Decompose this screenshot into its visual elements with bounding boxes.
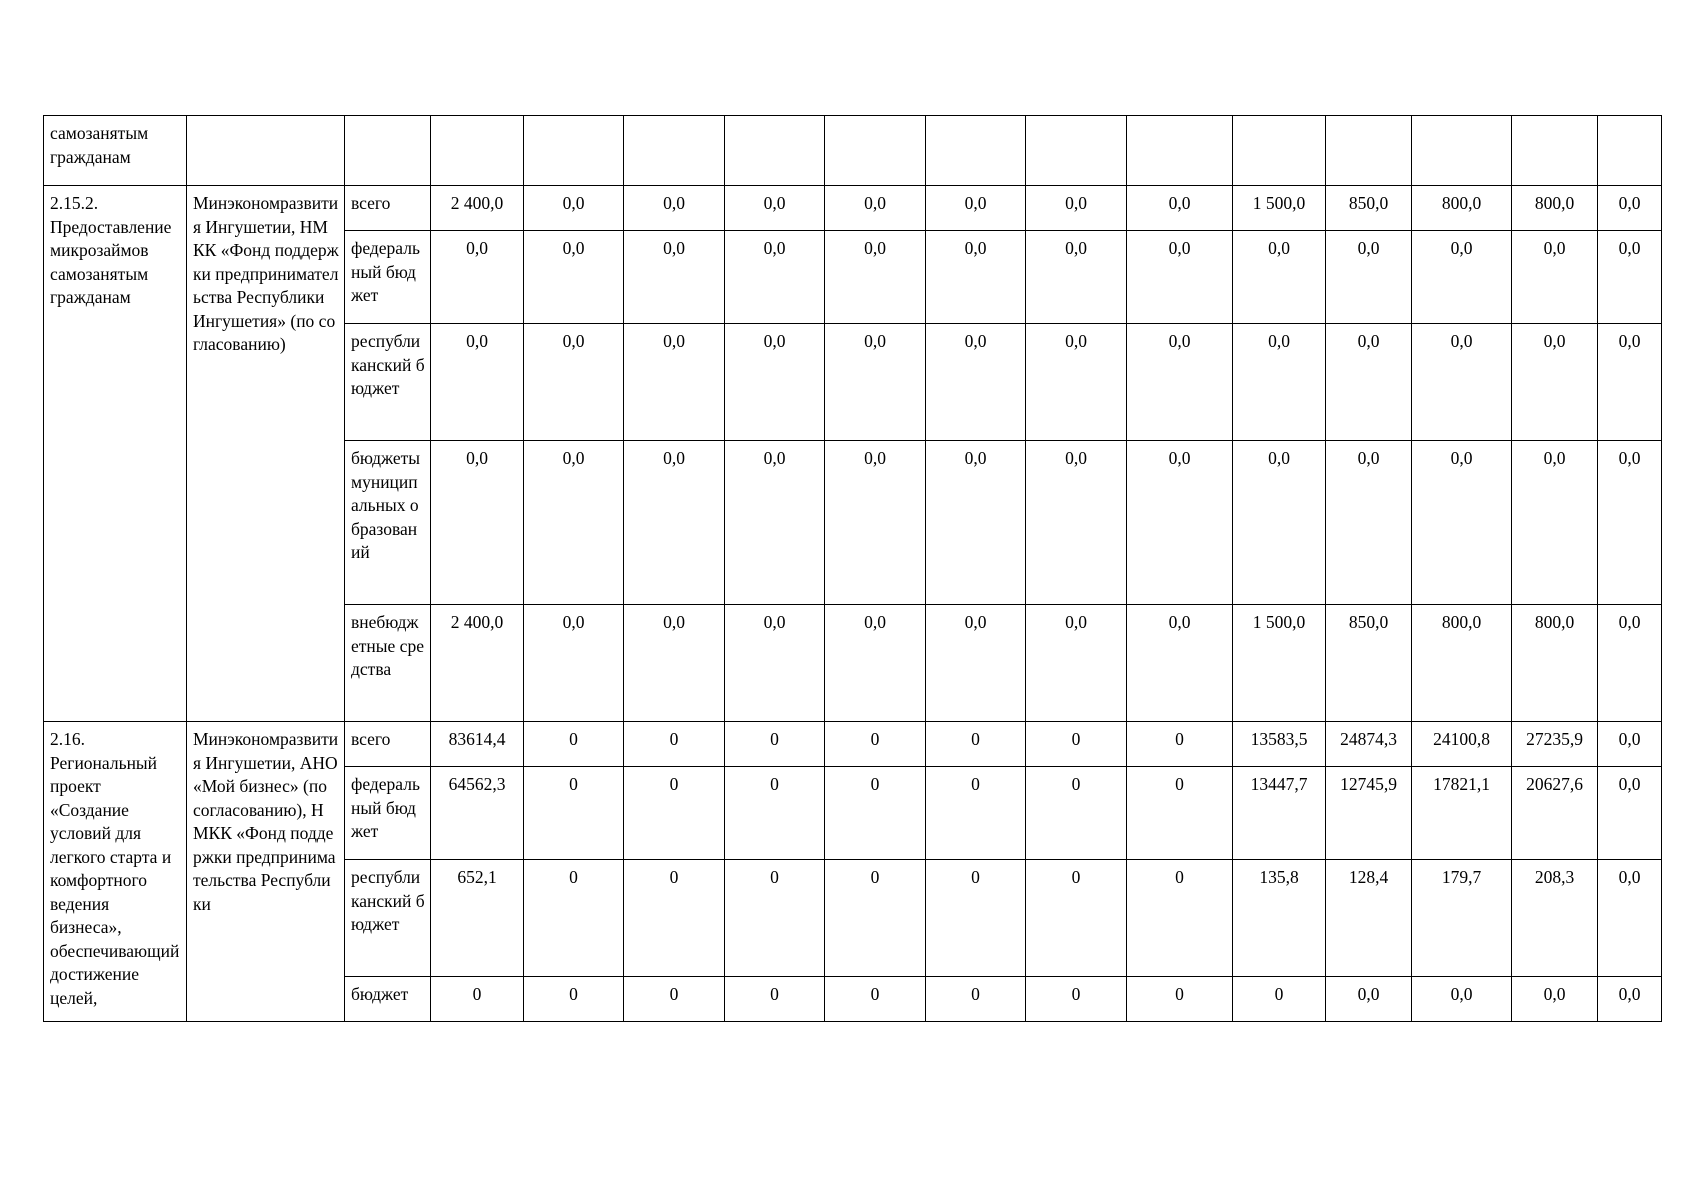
amount-cell: 12745,9: [1326, 767, 1412, 860]
program-name-cell: 2.16. Региональный проект «Создание условий для легкого старта и комфортного ведения бизнеса», обеспечивающий достижение целей,: [44, 722, 187, 1022]
amount-cell: 0: [926, 860, 1026, 977]
amount-cell: 0,0: [825, 186, 926, 231]
amount-cell: 850,0: [1326, 605, 1412, 722]
table-row: [44, 116, 1662, 186]
amount-cell: 0,0: [431, 231, 524, 324]
amount-cell: 0,0: [1026, 231, 1127, 324]
amount-cell: 0,0: [1598, 605, 1662, 722]
amount-cell: 0,0: [725, 324, 825, 441]
amount-cell: [1598, 116, 1662, 186]
amount-cell: 0,0: [1598, 441, 1662, 605]
amount-cell: [1412, 116, 1512, 186]
table-body: [44, 116, 1662, 1022]
amount-cell: 0,0: [1127, 605, 1233, 722]
amount-cell: 0: [926, 767, 1026, 860]
amount-cell: 0,0: [1127, 324, 1233, 441]
amount-cell: 0,0: [1412, 231, 1512, 324]
amount-cell: 128,4: [1326, 860, 1412, 977]
amount-cell: 0,0: [1598, 767, 1662, 860]
amount-cell: 135,8: [1233, 860, 1326, 977]
amount-cell: 0,0: [1598, 186, 1662, 231]
amount-cell: [926, 116, 1026, 186]
amount-cell: 0,0: [1233, 324, 1326, 441]
amount-cell: 0: [1026, 722, 1127, 767]
amount-cell: [1512, 116, 1598, 186]
amount-cell: 0: [1127, 860, 1233, 977]
amount-cell: 0,0: [624, 186, 725, 231]
amount-cell: [1326, 116, 1412, 186]
amount-cell: 0: [524, 722, 624, 767]
amount-cell: 0,0: [725, 441, 825, 605]
amount-cell: 0,0: [1412, 324, 1512, 441]
amount-cell: 0: [524, 860, 624, 977]
amount-cell: 800,0: [1412, 605, 1512, 722]
amount-cell: 800,0: [1412, 186, 1512, 231]
amount-cell: [1233, 116, 1326, 186]
amount-cell: 0: [524, 977, 624, 1022]
amount-cell: 0,0: [926, 231, 1026, 324]
amount-cell: 0,0: [1233, 441, 1326, 605]
amount-cell: 0,0: [624, 231, 725, 324]
amount-cell: 0: [524, 767, 624, 860]
amount-cell: 0,0: [825, 231, 926, 324]
amount-cell: [825, 116, 926, 186]
amount-cell: 0,0: [1598, 722, 1662, 767]
amount-cell: [431, 116, 524, 186]
amount-cell: 0,0: [1026, 605, 1127, 722]
amount-cell: 0: [725, 860, 825, 977]
amount-cell: 0,0: [524, 186, 624, 231]
amount-cell: 0,0: [926, 605, 1026, 722]
budget-table: [43, 115, 1662, 1022]
amount-cell: 0,0: [624, 441, 725, 605]
amount-cell: 0,0: [725, 186, 825, 231]
amount-cell: 0: [926, 722, 1026, 767]
amount-cell: 0,0: [1326, 977, 1412, 1022]
amount-cell: 0,0: [624, 324, 725, 441]
amount-cell: 0: [725, 722, 825, 767]
amount-cell: 20627,6: [1512, 767, 1598, 860]
amount-cell: 24874,3: [1326, 722, 1412, 767]
amount-cell: 0: [1026, 977, 1127, 1022]
funding-source-cell: бюджеты муниципальных образований: [345, 441, 431, 605]
amount-cell: 0,0: [1127, 441, 1233, 605]
amount-cell: [524, 116, 624, 186]
amount-cell: 0,0: [926, 324, 1026, 441]
amount-cell: 0,0: [1512, 441, 1598, 605]
amount-cell: 0: [624, 722, 725, 767]
amount-cell: [725, 116, 825, 186]
amount-cell: 0,0: [1512, 231, 1598, 324]
table-row: [44, 186, 1662, 231]
amount-cell: 0,0: [624, 605, 725, 722]
amount-cell: 0,0: [1598, 231, 1662, 324]
amount-cell: 0,0: [1512, 977, 1598, 1022]
program-name-cell: 2.15.2. Предоставление микрозаймов самозанятым гражданам: [44, 186, 187, 722]
amount-cell: 0,0: [926, 186, 1026, 231]
funding-source-cell: всего: [345, 186, 431, 231]
funding-source-cell: [345, 116, 431, 186]
amount-cell: 0: [1127, 767, 1233, 860]
amount-cell: 850,0: [1326, 186, 1412, 231]
amount-cell: 2 400,0: [431, 186, 524, 231]
amount-cell: 0,0: [1512, 324, 1598, 441]
funding-source-cell: всего: [345, 722, 431, 767]
amount-cell: 800,0: [1512, 605, 1598, 722]
amount-cell: 0: [624, 767, 725, 860]
amount-cell: 0,0: [431, 441, 524, 605]
amount-cell: 24100,8: [1412, 722, 1512, 767]
program-name-cell: самозанятым гражданам: [44, 116, 187, 186]
amount-cell: 0: [1127, 722, 1233, 767]
amount-cell: 0: [1233, 977, 1326, 1022]
amount-cell: 0,0: [1326, 441, 1412, 605]
executor-cell: [187, 116, 345, 186]
amount-cell: 0,0: [1412, 977, 1512, 1022]
funding-source-cell: федеральный бюджет: [345, 231, 431, 324]
amount-cell: 0,0: [524, 605, 624, 722]
amount-cell: 0,0: [926, 441, 1026, 605]
amount-cell: 0,0: [1026, 186, 1127, 231]
amount-cell: 0,0: [1026, 441, 1127, 605]
amount-cell: 2 400,0: [431, 605, 524, 722]
table-row: [44, 722, 1662, 767]
amount-cell: 0,0: [1026, 324, 1127, 441]
executor-cell: Минэкономразвития Ингушетии, НМКК «Фонд поддержки предпринимательства Республики Ингушетия» (по согласованию): [187, 186, 345, 722]
amount-cell: 0,0: [1598, 324, 1662, 441]
amount-cell: 1 500,0: [1233, 186, 1326, 231]
amount-cell: 0,0: [825, 324, 926, 441]
amount-cell: 0: [624, 977, 725, 1022]
amount-cell: 0,0: [825, 441, 926, 605]
amount-cell: [1026, 116, 1127, 186]
amount-cell: 0,0: [524, 441, 624, 605]
amount-cell: 0: [825, 977, 926, 1022]
amount-cell: 0,0: [431, 324, 524, 441]
amount-cell: 0: [1026, 860, 1127, 977]
amount-cell: 83614,4: [431, 722, 524, 767]
amount-cell: 0,0: [1233, 231, 1326, 324]
amount-cell: 13447,7: [1233, 767, 1326, 860]
amount-cell: 0: [725, 977, 825, 1022]
amount-cell: 0: [1026, 767, 1127, 860]
amount-cell: 179,7: [1412, 860, 1512, 977]
amount-cell: 0,0: [725, 605, 825, 722]
amount-cell: 17821,1: [1412, 767, 1512, 860]
amount-cell: 0: [725, 767, 825, 860]
amount-cell: 0: [926, 977, 1026, 1022]
amount-cell: 800,0: [1512, 186, 1598, 231]
amount-cell: 0: [825, 767, 926, 860]
amount-cell: 0,0: [1127, 231, 1233, 324]
amount-cell: 13583,5: [1233, 722, 1326, 767]
amount-cell: 0,0: [825, 605, 926, 722]
amount-cell: 0: [431, 977, 524, 1022]
amount-cell: 0,0: [524, 324, 624, 441]
amount-cell: 208,3: [1512, 860, 1598, 977]
amount-cell: [624, 116, 725, 186]
amount-cell: 64562,3: [431, 767, 524, 860]
amount-cell: [1127, 116, 1233, 186]
amount-cell: 0,0: [1598, 977, 1662, 1022]
amount-cell: 0,0: [725, 231, 825, 324]
executor-cell: Минэкономразвития Ингушетии, АНО «Мой бизнес» (по согласованию), НМКК «Фонд поддержки предпринимательства Республики: [187, 722, 345, 1022]
amount-cell: 0,0: [1412, 441, 1512, 605]
amount-cell: 1 500,0: [1233, 605, 1326, 722]
amount-cell: 0: [825, 722, 926, 767]
amount-cell: 0: [1127, 977, 1233, 1022]
amount-cell: 0,0: [1598, 860, 1662, 977]
funding-source-cell: республиканский бюджет: [345, 324, 431, 441]
amount-cell: 0,0: [1326, 231, 1412, 324]
funding-source-cell: республиканский бюджет: [345, 860, 431, 977]
funding-source-cell: федеральный бюджет: [345, 767, 431, 860]
amount-cell: 27235,9: [1512, 722, 1598, 767]
amount-cell: 0,0: [524, 231, 624, 324]
funding-source-cell: бюджет: [345, 977, 431, 1022]
funding-source-cell: внебюджетные средства: [345, 605, 431, 722]
amount-cell: 0: [825, 860, 926, 977]
amount-cell: 0,0: [1326, 324, 1412, 441]
amount-cell: 0: [624, 860, 725, 977]
amount-cell: 652,1: [431, 860, 524, 977]
amount-cell: 0,0: [1127, 186, 1233, 231]
